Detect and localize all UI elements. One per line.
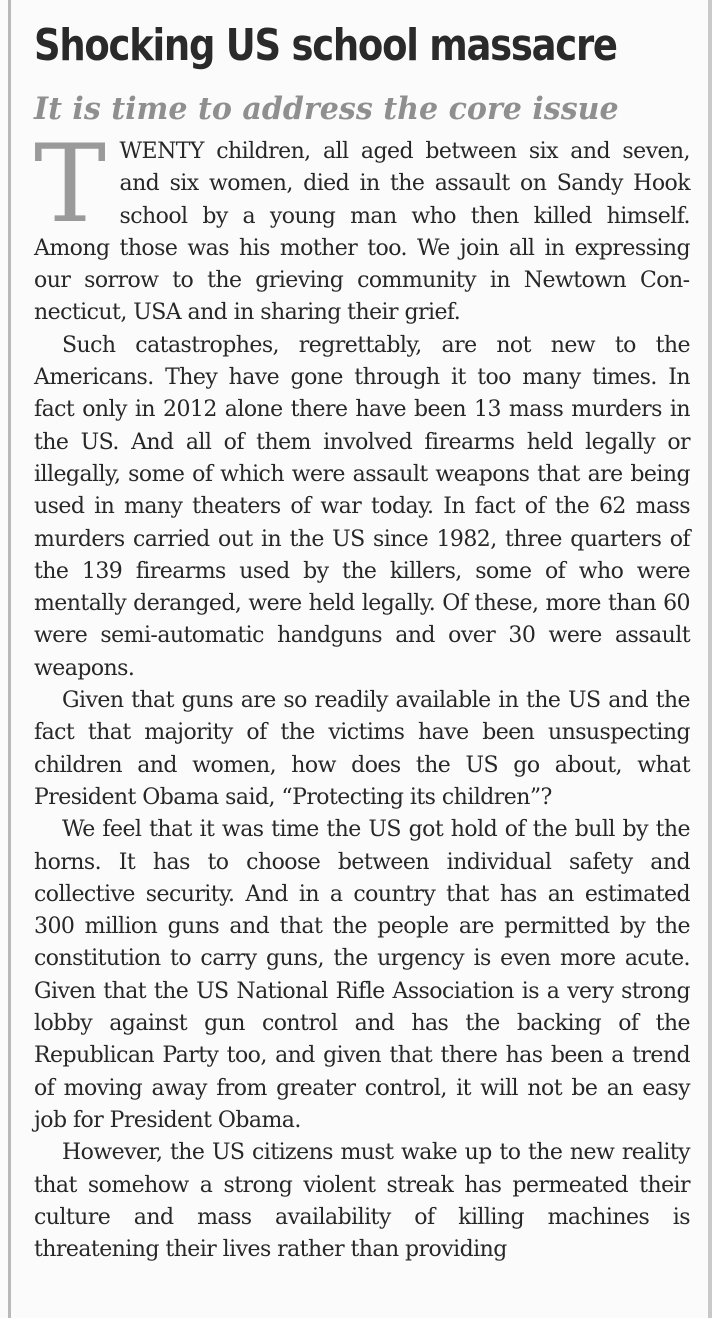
drop-cap: T: [34, 122, 106, 247]
paragraph-2: Such catastrophes, regrettably, are not new to the Americans. They have gone through it too many times. In fact only in 2012 alone there have been 13 mass murders in the US. And all of them involved firearms held legally or illegally, some of which were assault weapons that are being used in many theaters of war today. In fact of the 62 mass murders carried out in the US since 1982, three quarters of the 139 firearms used by the killers, some of who were mentally deranged, were held legally. Of these, more than 60 were semi-automatic handguns and over 30 were assault weapons.: [34, 332, 690, 681]
paragraph-1: [34, 122, 690, 330]
subheadline: It is time to address the core issue: [34, 91, 619, 127]
editorial-article: [34, 6, 690, 1266]
column-rule-left: [8, 0, 11, 1318]
paragraph-1-text: WENTY children, all aged between six and seven, and six women, died in the assault on Sandy Hook school by a young man who then killed himself. Among those was his mother too. We join all in expressing our sorrow to the grieving community in Newtown Connecticut, USA and in sharing their grief.: [34, 139, 690, 326]
paragraph-4: We feel that it was time the US got hold of the bull by the horns. It has to choose between individual safety and collective security. And in a country that has an estimated 300 million guns and that the people are permitted by the constitution to carry guns, the urgency is even more acute. Given that the US National Rifle Association is a very strong lobby against gun control and has the backing of the Republican Party too, and given that there has been a trend of moving away from greater control, it will not be an easy job for President Obama.: [34, 817, 690, 1133]
column-rule-right: [708, 0, 712, 1318]
headline: Shocking US school massacre: [34, 20, 617, 71]
paragraph-5: However, the US citizens must wake up to the new reality that somehow a strong violent streak has permeated their culture and mass availability of killing machines is threatening their lives rather than providing: [34, 1140, 690, 1263]
paragraph-3: Given that guns are so readily available in the US and the fact that majority of the victims have been unsuspecting children and women, how does the US go about, what President Obama said, “Protecting its children”?: [34, 688, 690, 810]
article-body: [34, 122, 690, 1266]
